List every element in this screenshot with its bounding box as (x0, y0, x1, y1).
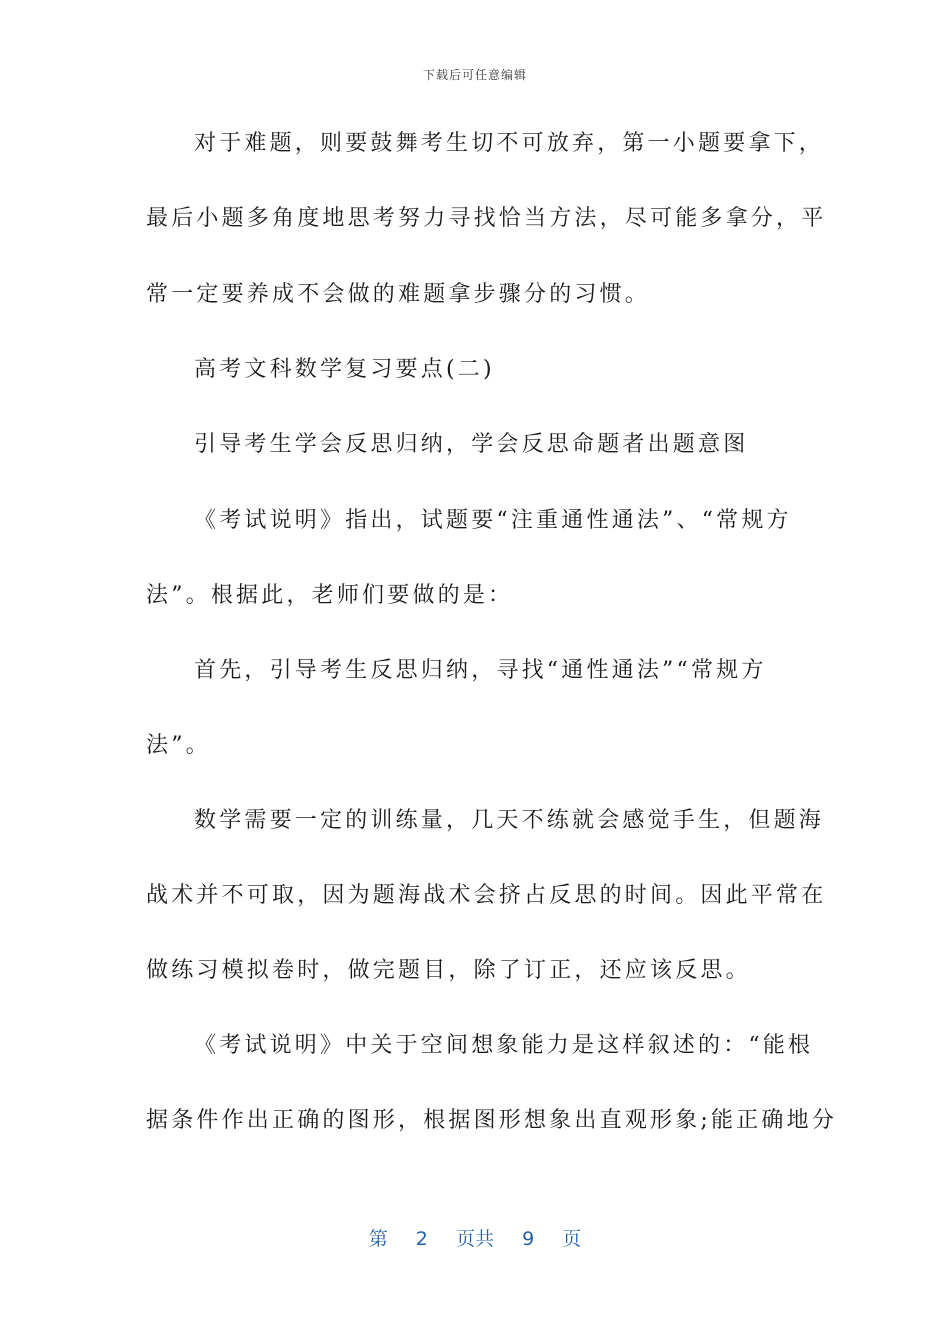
text-line: 最后小题多角度地思考努力寻找恰当方法，尽可能多拿分，平 (146, 206, 827, 231)
current-page-number: 2 (415, 1228, 428, 1250)
text-line: 战术并不可取，因为题海战术会挤占反思的时间。因此平常在 (146, 883, 827, 908)
text-line: 法”。 (146, 733, 211, 758)
text-line: 对于难题，则要鼓舞考生切不可放弃，第一小题要拿下， (194, 131, 825, 156)
text-line: 《考试说明》指出，试题要“注重通性通法”、“常规方 (194, 508, 792, 533)
footer-middle: 页共 (455, 1228, 494, 1250)
text-line: 常一定要养成不会做的难题拿步骤分的习惯。 (146, 282, 651, 307)
text-line: 数学需要一定的训练量，几天不练就会感觉手生，但题海 (194, 808, 825, 833)
section-heading: 高考文科数学复习要点(二) (194, 357, 495, 382)
footer-suffix: 页 (562, 1228, 582, 1250)
footer-prefix: 第 (368, 1228, 388, 1250)
text-line: 法”。根据此，老师们要做的是： (146, 583, 514, 608)
page-header: 下载后可任意编辑 (422, 68, 527, 82)
total-pages: 9 (522, 1228, 535, 1250)
text-line: 《考试说明》中关于空间想象能力是这样叙述的：“能根 (194, 1033, 814, 1058)
text-line: 首先，引导考生反思归纳，寻找“通性通法”“常规方 (194, 658, 767, 683)
text-line: 引导考生学会反思归纳，学会反思命题者出题意图 (194, 432, 749, 457)
text-line: 据条件作出正确的图形，根据图形想象出直观形象;能正确地分 (146, 1108, 838, 1133)
page-footer (0, 1224, 950, 1251)
text-line: 做练习模拟卷时，做完题目，除了订正，还应该反思。 (146, 958, 751, 983)
